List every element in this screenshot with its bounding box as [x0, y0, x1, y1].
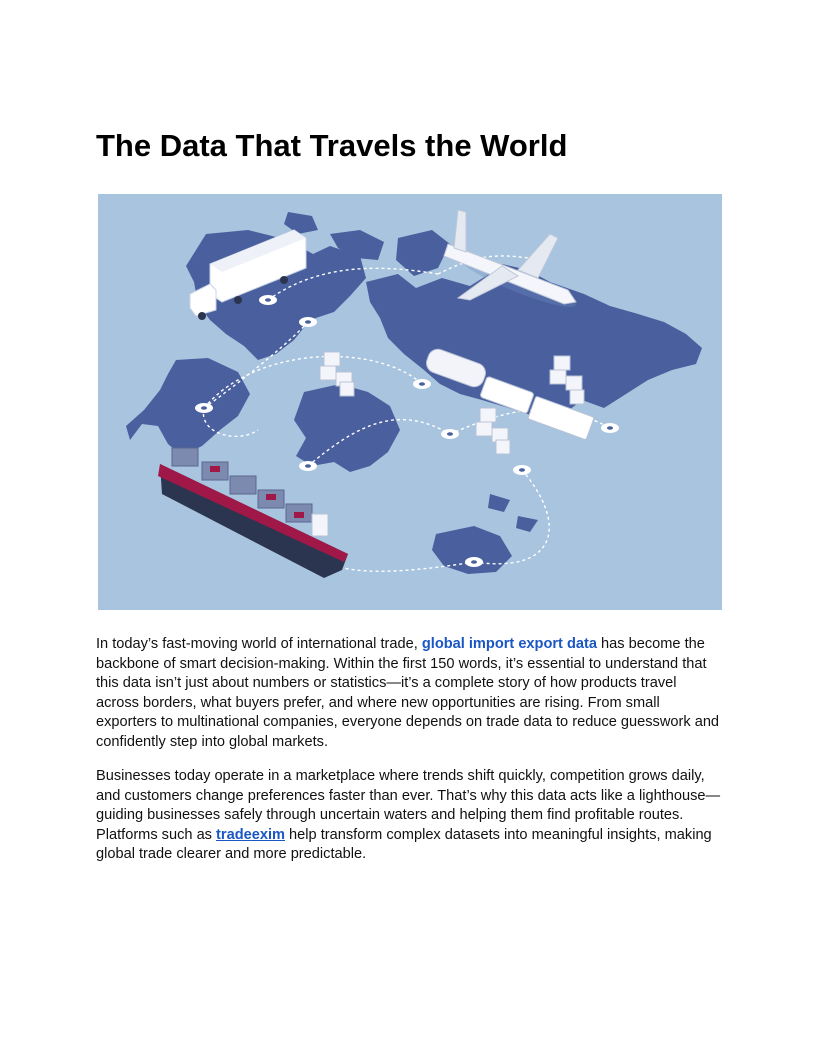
- paragraph-text: help transform complex datasets into meaningful insights, making global trade clearer and more predictable.: [96, 826, 712, 862]
- page-title: The Data That Travels the World: [96, 128, 568, 163]
- world-trade-map-illustration: [98, 194, 722, 610]
- container-ship-icon: [158, 448, 348, 578]
- global-import-export-data-link[interactable]: global import export data: [421, 636, 597, 652]
- tradeexim-link[interactable]: tradeexim: [216, 826, 285, 843]
- intro-paragraph: [96, 635, 722, 752]
- second-paragraph: [96, 767, 722, 865]
- paragraph-text: has become the backbone of smart decision-making. Within the first 150 words, it’s essential to understand that this data isn’t just about numbers or statistics—it’s a complete story of how products travel across borders, what buyers prefer, and where new opportunities are rising. From small exporters to multinational companies, everyone depends on trade data to reduce guesswork and confidently step into global markets.: [96, 636, 720, 750]
- paragraph-text: In today’s fast-moving world of international trade,: [96, 636, 422, 652]
- world-map-svg: [98, 194, 722, 610]
- paragraph-text: Businesses today operate in a marketplace where trends shift quickly, competition grows daily, and customers change preferences faster than ever. That’s why this data acts like a lighthouse—guiding businesses safely through uncertain waters and helping them find profitable routes. Platforms such as: [96, 768, 721, 843]
